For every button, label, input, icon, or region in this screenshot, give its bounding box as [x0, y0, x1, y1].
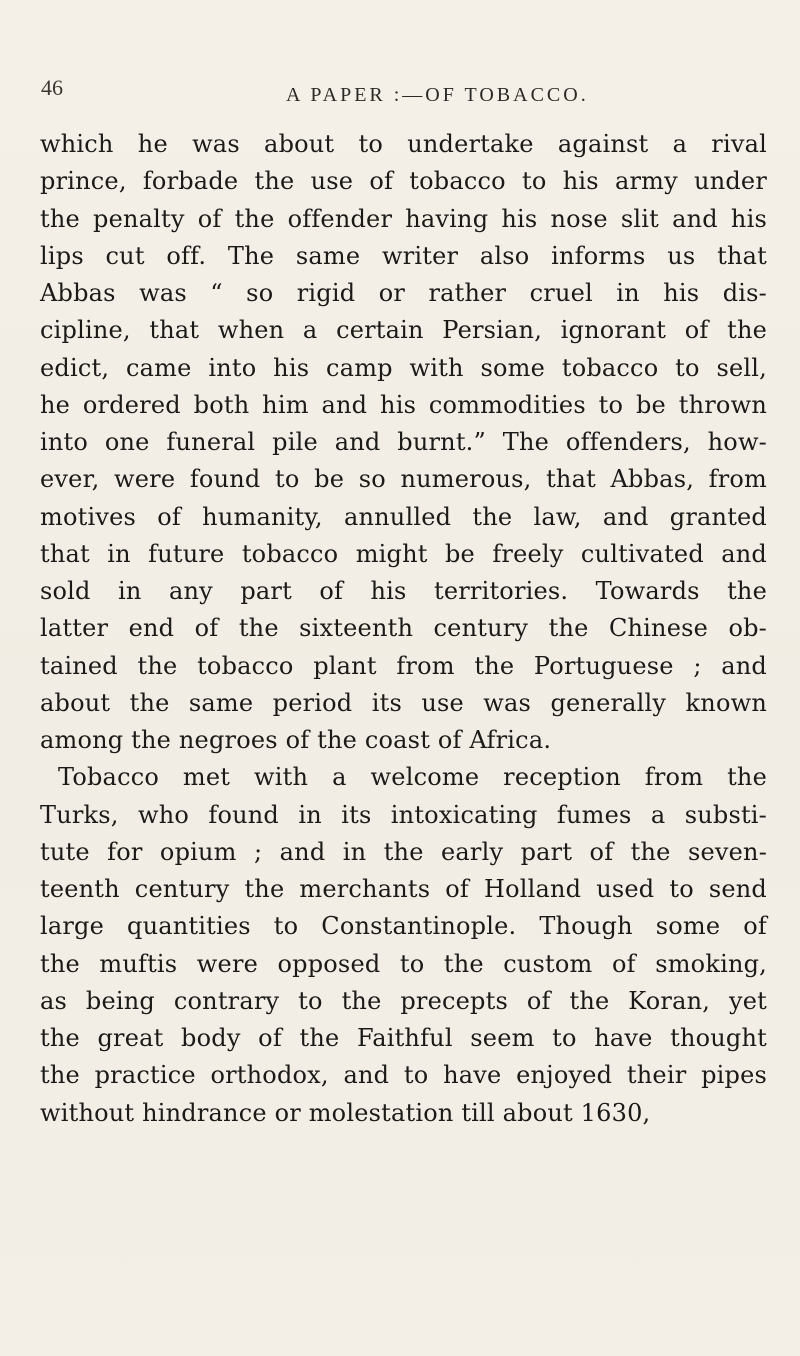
- paragraph-start-line: Tobacco met with a welcome reception from the: [58, 763, 767, 792]
- text-line: teenth century the merchants of Holland used to send: [40, 875, 767, 903]
- text-line: as being contrary to the precepts of the Koran, yet: [40, 986, 767, 1015]
- text-line: prince, forbade the use of tobacco to his army under: [40, 167, 767, 196]
- text-line: large quantities to Constantinople. Though some of: [40, 912, 767, 941]
- body-text: [40, 126, 767, 1132]
- text-line: the practice orthodox, and to have enjoyed their pipes: [40, 1061, 767, 1090]
- text-line: into one funeral pile and burnt.” The offenders, how-: [40, 428, 767, 456]
- text-line: he ordered both him and his commodities to be thrown: [40, 390, 767, 419]
- text-line: ever, were found to be so numerous, that Abbas, from: [40, 465, 767, 494]
- text-line: sold in any part of his territories. Towards the: [40, 577, 767, 605]
- page-number: 46: [41, 75, 63, 100]
- text-line: without hindrance or molestation till about 1630,: [40, 1098, 651, 1127]
- text-line: latter end of the sixteenth century the Chinese ob-: [40, 614, 767, 643]
- text-line: about the same period its use was generally known: [40, 688, 767, 717]
- text-line: tained the tobacco plant from the Portuguese ; and: [40, 651, 767, 680]
- text-line: that in future tobacco might be freely cultivated and: [40, 539, 767, 568]
- text-line: Turks, who found in its intoxicating fumes a substi-: [40, 800, 767, 829]
- running-head: A PAPER :—OF TOBACCO.: [286, 84, 589, 106]
- text-line: which he was about to undertake against a rival: [40, 130, 767, 158]
- text-line: the great body of the Faithful seem to have thought: [40, 1024, 767, 1052]
- text-line: Abbas was “ so rigid or rather cruel in his dis-: [40, 279, 767, 307]
- text-line: cipline, that when a certain Persian, ignorant of the: [40, 316, 767, 345]
- text-line: edict, came into his camp with some tobacco to sell,: [40, 353, 767, 382]
- text-line: the penalty of the offender having his nose slit and his: [40, 204, 767, 233]
- text-line: tute for opium ; and in the early part of the seven-: [40, 837, 767, 866]
- text-line: lips cut off. The same writer also informs us that: [40, 241, 767, 270]
- page-header: [0, 77, 800, 113]
- text-line: among the negroes of the coast of Africa.: [40, 726, 552, 754]
- text-line: motives of humanity, annulled the law, and granted: [40, 502, 767, 531]
- text-line: the muftis were opposed to the custom of smoking,: [40, 949, 767, 978]
